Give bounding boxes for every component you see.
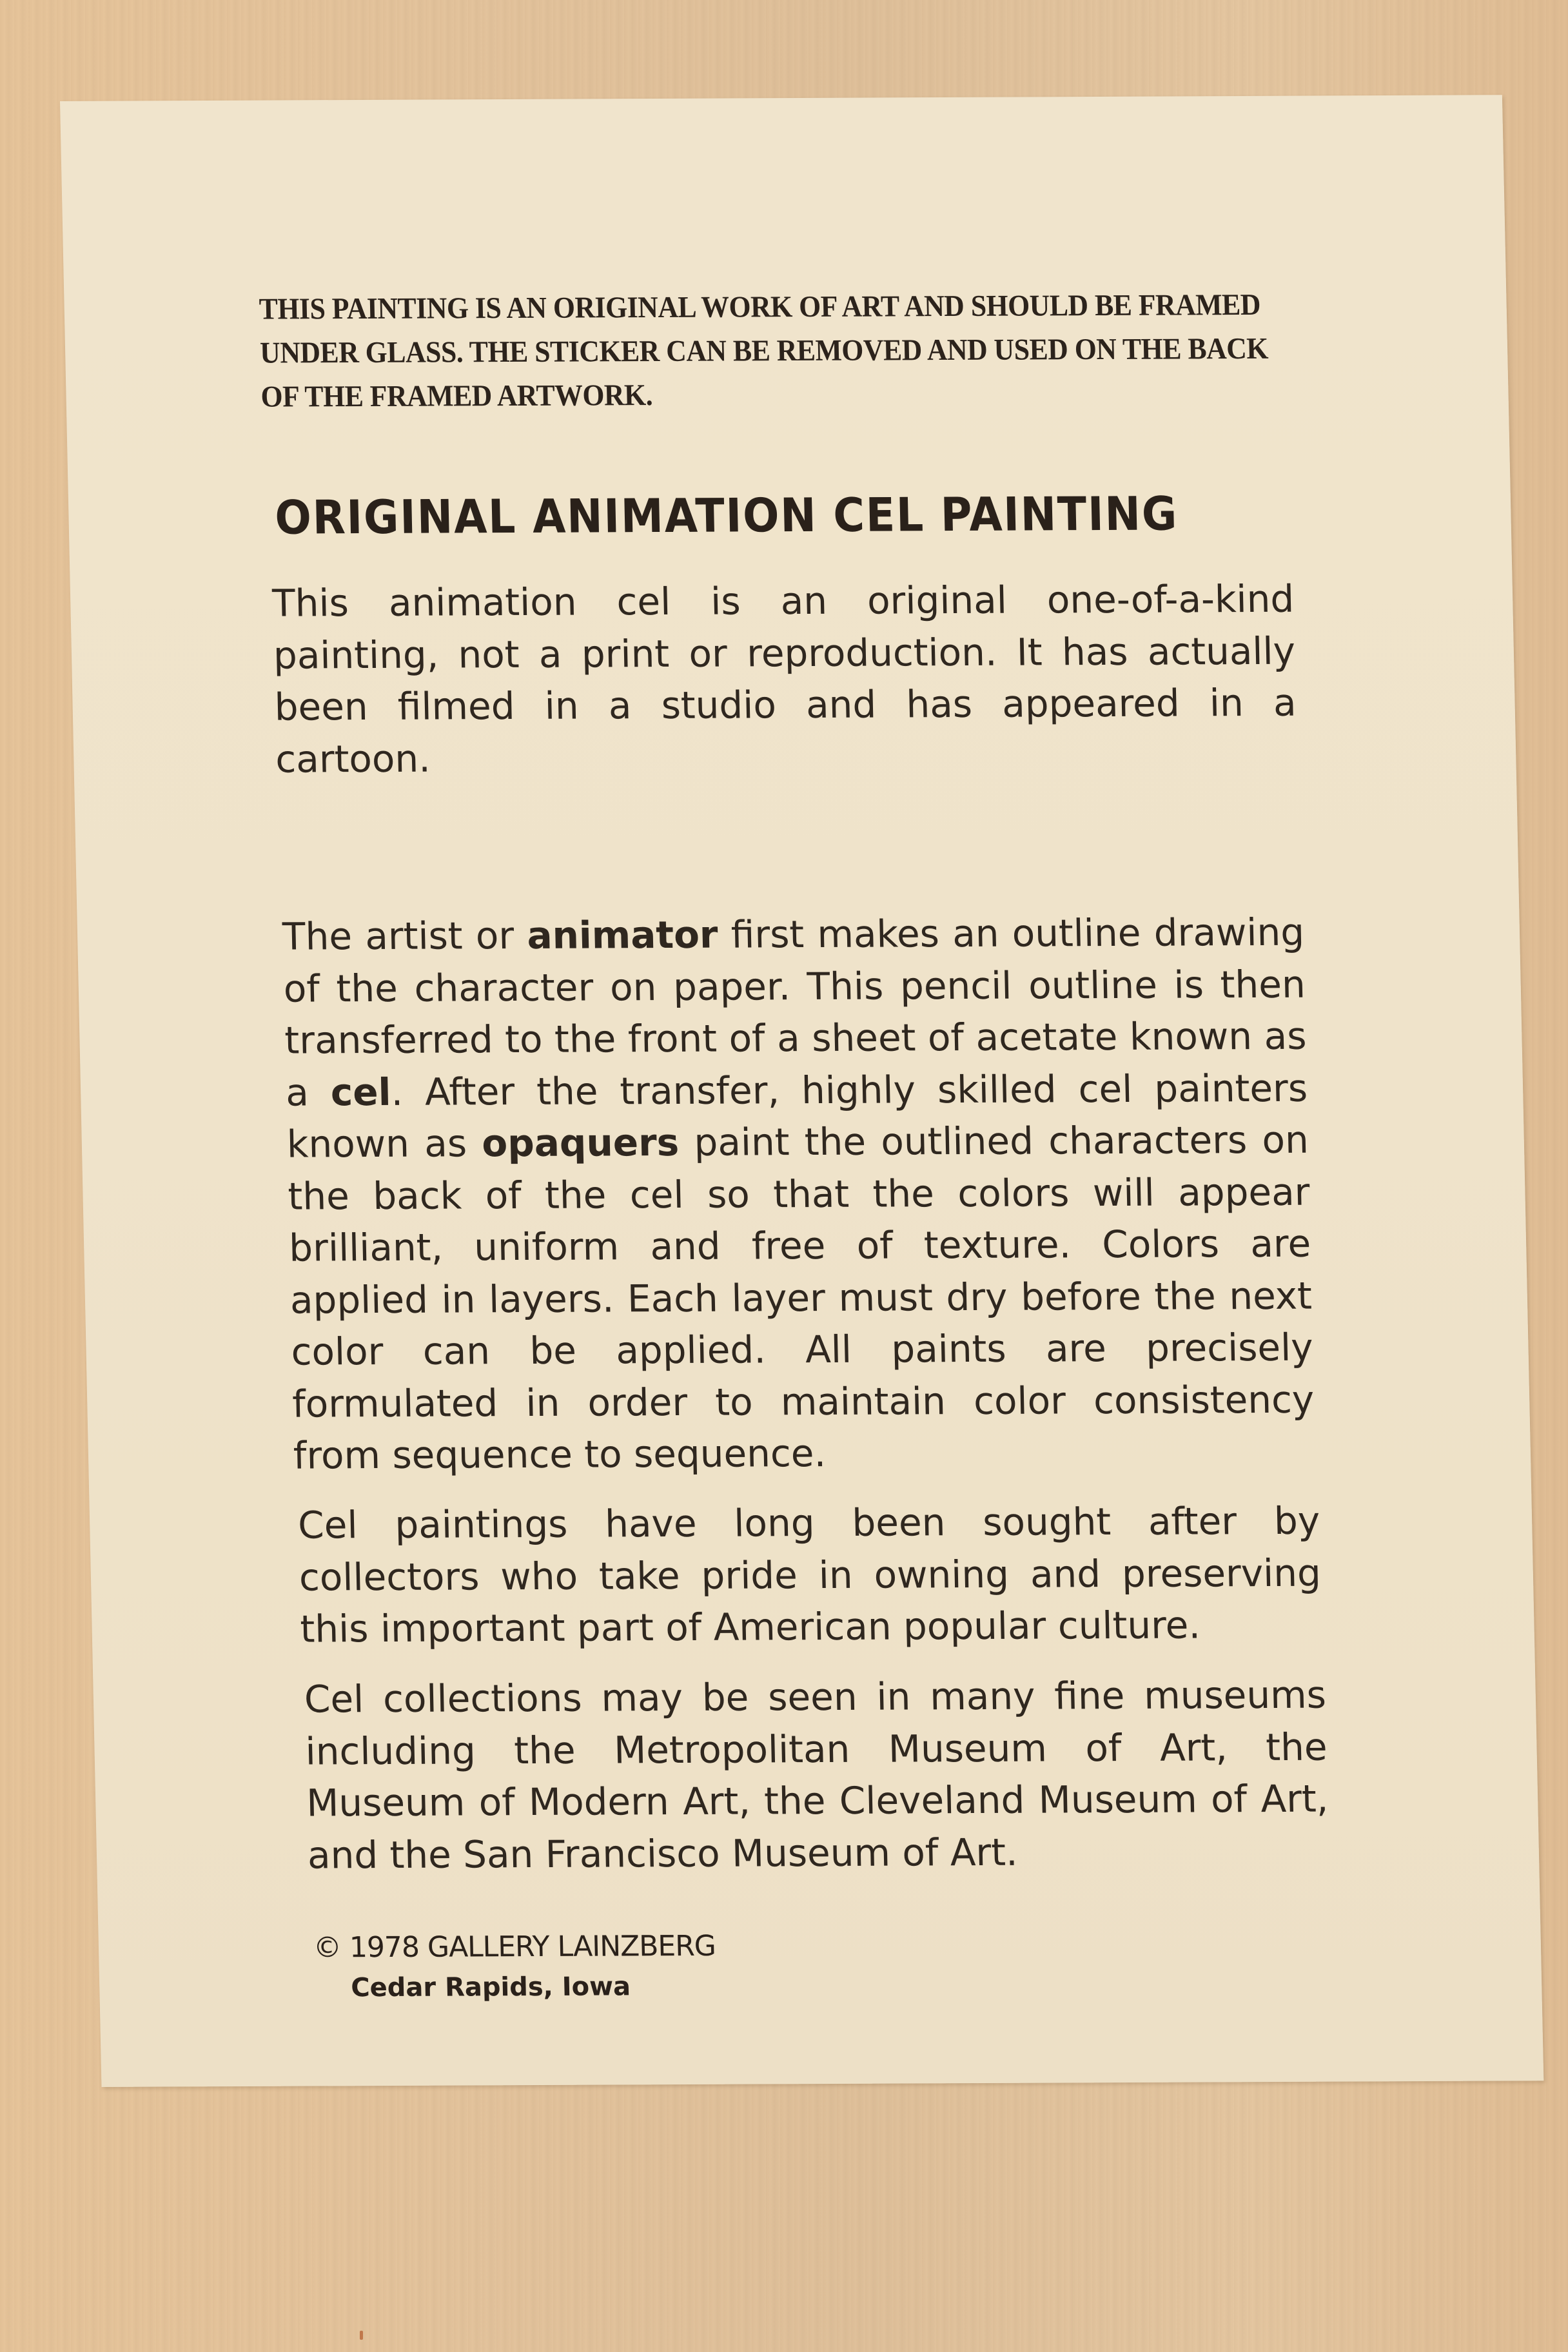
copyright-line: © 1978 GALLERY LAINZBERG bbox=[313, 1929, 716, 1965]
framing-notice: THIS PAINTING IS AN ORIGINAL WORK OF ART AND SHOULD BE FRAMED UNDER GLASS. THE STICKER CAN BE REMOVED AND USED ON THE BACK OF THE FRAMED ARTWORK. bbox=[259, 288, 1269, 414]
process-text: paint the outlined characters on the back of the cel so that the colors will appear brilliant, uniform and free of texture. Colors are applied in layers. Each layer must dry before the next color can be applied. All paints are precisely formulated in order to maintain color consistency from sequence to sequence. bbox=[287, 1117, 1315, 1478]
paragraph-museums: Cel collections may be seen in many fine museums including the Metropolitan Museum of Art, the Museum of Modern Art, the Cleveland Museum of Art, and the San Francisco Museum of Art. bbox=[304, 1672, 1329, 1877]
process-text: first makes an outline drawing of the character on paper. This pencil outline is then transferred to the front of a sheet of acetate known as a bbox=[283, 910, 1308, 1115]
card-title: ORIGINAL ANIMATION CEL PAINTING bbox=[274, 486, 1179, 545]
wood-speck bbox=[360, 2331, 363, 2340]
process-text: The artist or bbox=[282, 913, 528, 959]
term-animator: animator bbox=[526, 912, 719, 957]
location-line: Cedar Rapids, Iowa bbox=[350, 1972, 631, 2003]
term-opaquers: opaquers bbox=[481, 1120, 680, 1166]
process-text: . After the transfer, highly skilled cel painters known as bbox=[286, 1066, 1308, 1166]
paragraph-collectors: Cel paintings have long been sought after by collectors who take pride in owning and preserving this important part of American popular culture. bbox=[297, 1498, 1322, 1651]
info-card bbox=[60, 95, 1544, 2087]
paragraph-intro: This animation cel is an original one-of-a-kind painting, not a print or reproduction. It has actually been filmed in a studio and has appeared in a cartoon. bbox=[271, 576, 1297, 781]
term-cel: cel bbox=[330, 1070, 392, 1114]
paragraph-process bbox=[282, 906, 1315, 1482]
